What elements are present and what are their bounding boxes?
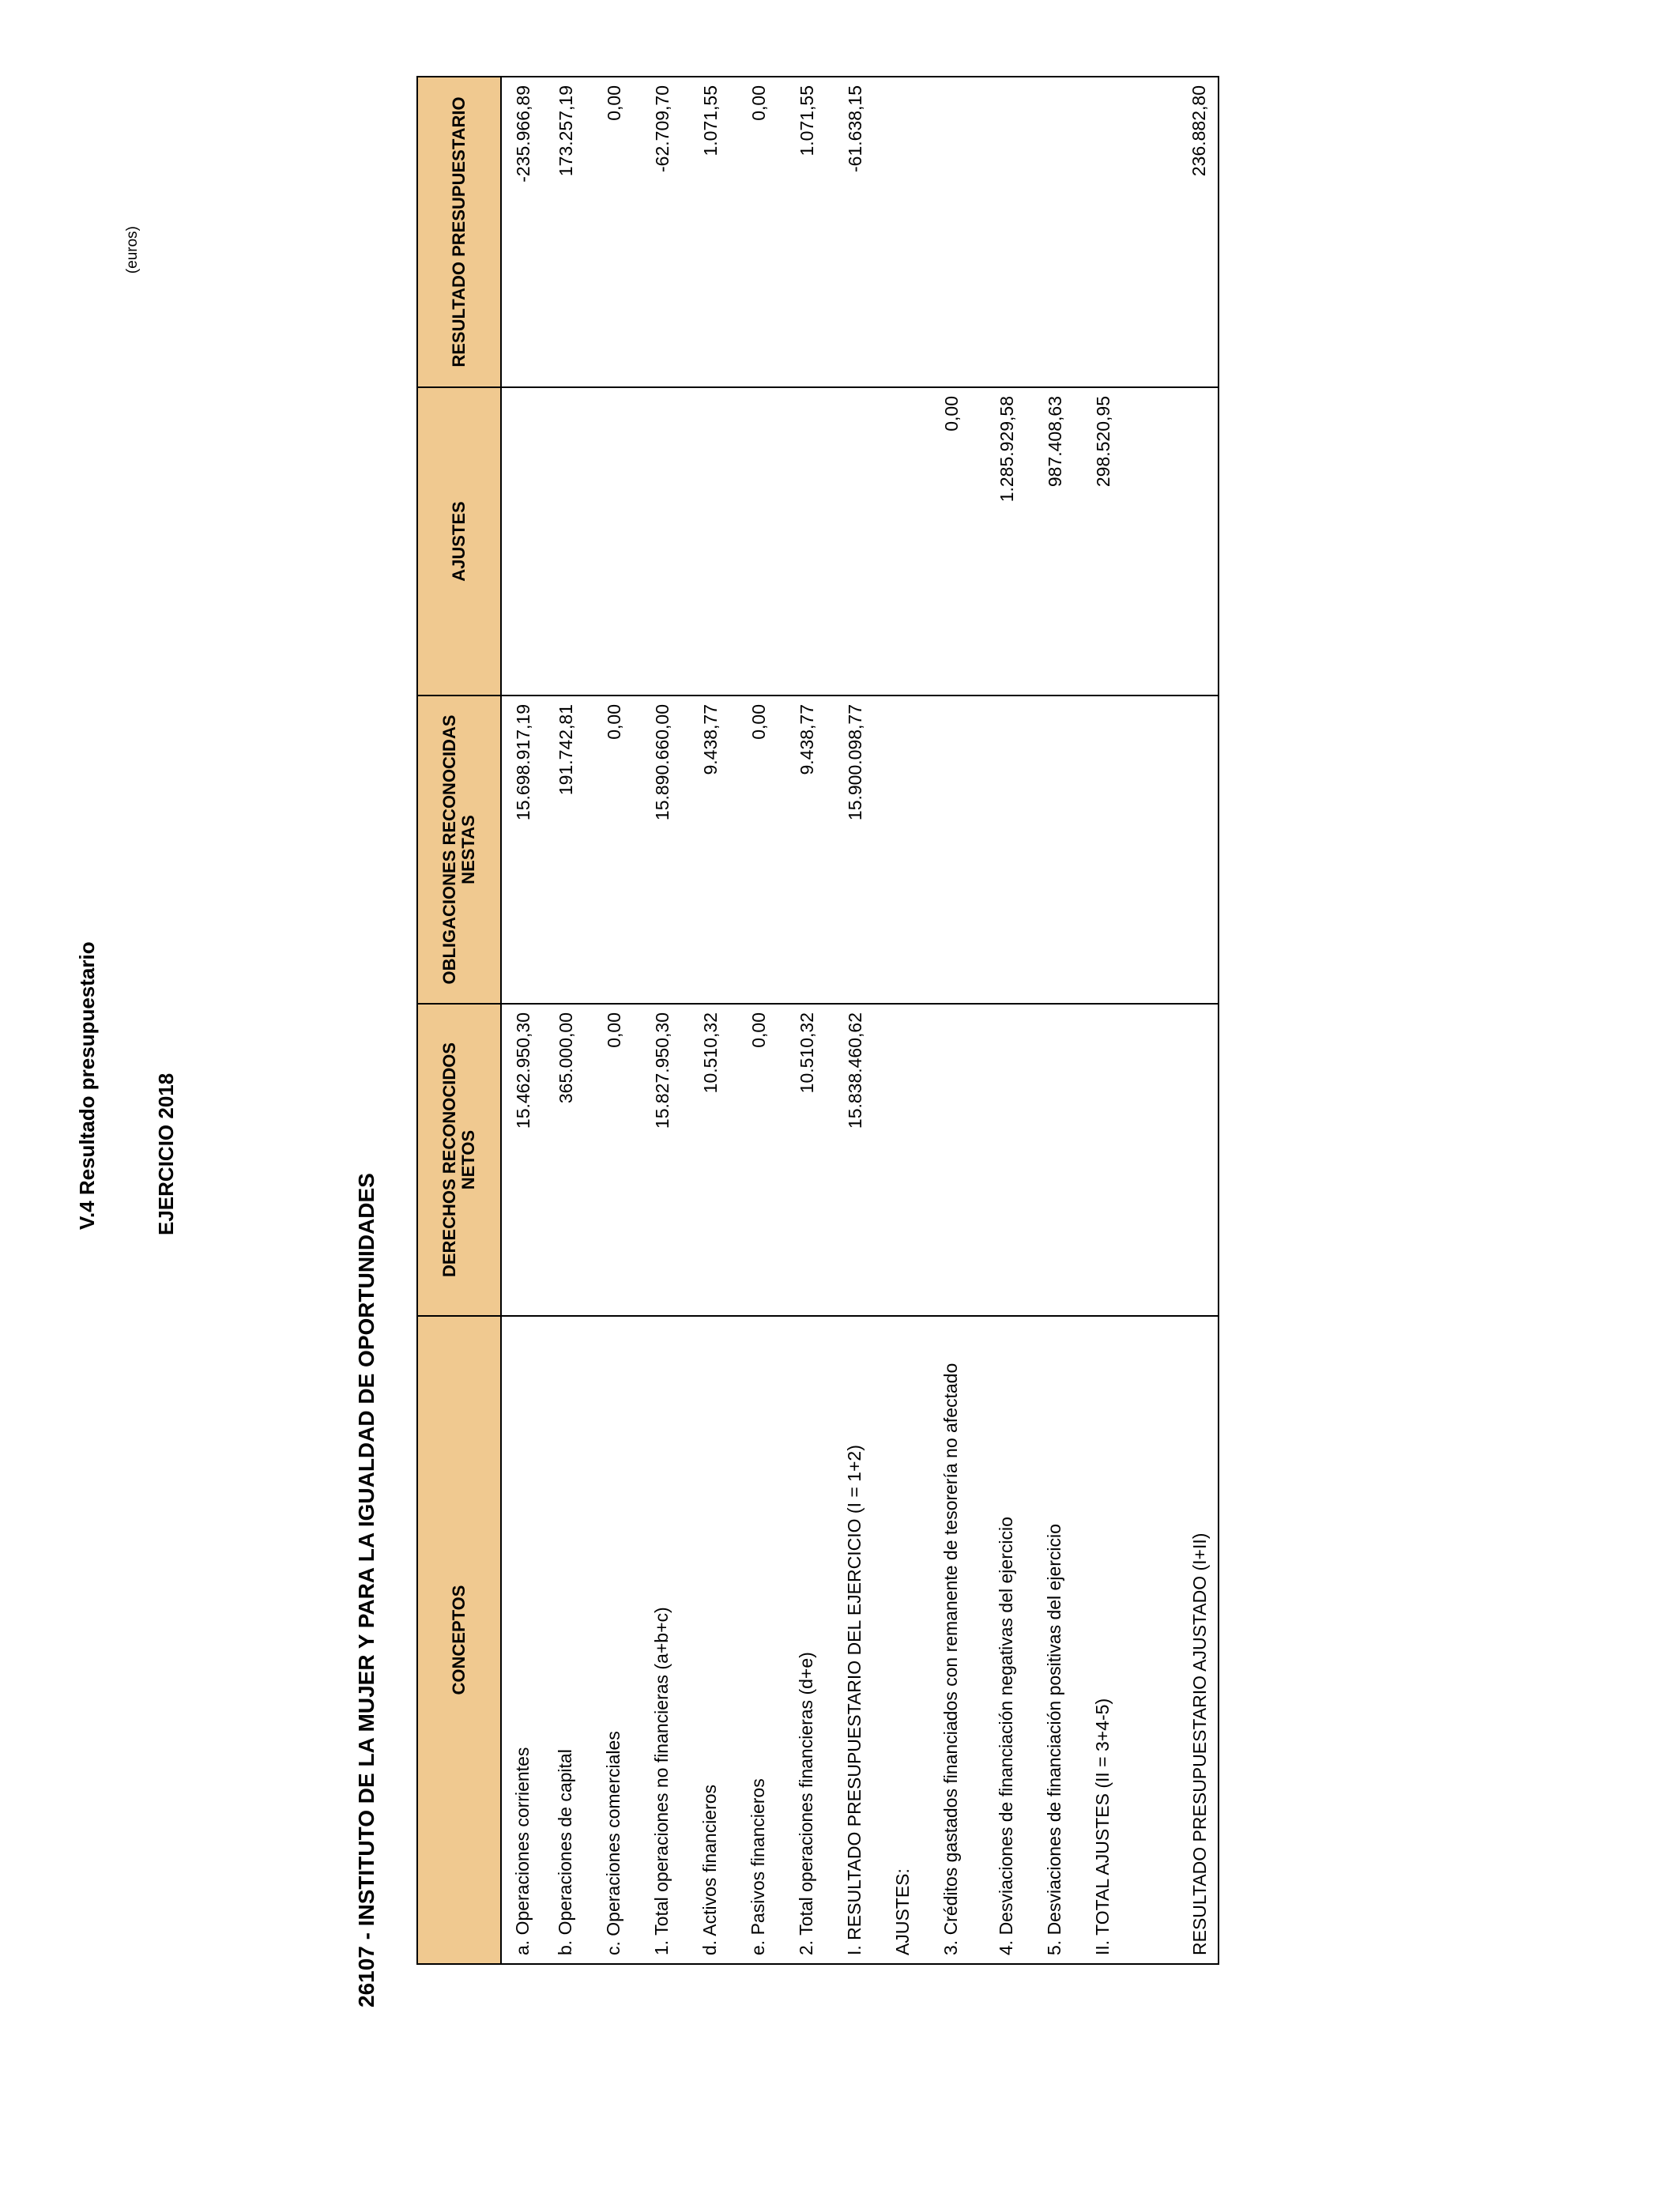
table-row xyxy=(694,77,742,1964)
adjustments-cell xyxy=(887,387,935,696)
rights-cell: 10.510,32 xyxy=(694,1004,742,1316)
adjustments-cell xyxy=(790,387,838,696)
obligations-cell: 15.698.917,19 xyxy=(501,696,549,1004)
obligations-cell xyxy=(1038,696,1087,1004)
adjustments-cell xyxy=(838,387,887,696)
concept-cell: I. RESULTADO PRESUPUESTARIO DEL EJERCICIO (I = 1+2) xyxy=(838,1316,887,1964)
table-row xyxy=(838,77,887,1964)
adjustments-cell: 1.285.929,58 xyxy=(990,387,1038,696)
exercise-year: EJERCICIO 2018 xyxy=(154,1072,178,1235)
col-header-rights: DERECHOS RECONOCIDOS NETOS xyxy=(417,1004,501,1316)
adjustments-cell xyxy=(597,387,646,696)
adjustments-cell xyxy=(694,387,742,696)
rights-cell xyxy=(1135,1004,1219,1316)
result-cell: 236.882,80 xyxy=(1135,77,1219,387)
adjustments-cell: 298.520,95 xyxy=(1087,387,1135,696)
col-header-obligations: OBLIGACIONES RECONOCIDAS NESTAS xyxy=(417,696,501,1004)
adjustments-cell: 987.408,63 xyxy=(1038,387,1087,696)
table-row xyxy=(597,77,646,1964)
table-row xyxy=(935,77,990,1964)
rights-cell: 15.462.950,30 xyxy=(501,1004,549,1316)
concept-cell: 4. Desviaciones de financiación negativas del ejercicio xyxy=(990,1316,1038,1964)
table-row xyxy=(501,77,549,1964)
rights-cell: 15.827.950,30 xyxy=(646,1004,694,1316)
rights-cell: 15.838.460,62 xyxy=(838,1004,887,1316)
obligations-cell xyxy=(887,696,935,1004)
obligations-cell: 15.890.660,00 xyxy=(646,696,694,1004)
result-cell xyxy=(1087,77,1135,387)
rights-cell xyxy=(1038,1004,1087,1316)
table-row xyxy=(1087,77,1135,1964)
col-header-result: RESULTADO PRESUPUESTARIO xyxy=(417,77,501,387)
rights-cell: 0,00 xyxy=(742,1004,790,1316)
table-row xyxy=(1038,77,1087,1964)
adjustments-cell xyxy=(646,387,694,696)
rights-cell xyxy=(935,1004,990,1316)
concept-cell: 2. Total operaciones financieras (d+e) xyxy=(790,1316,838,1964)
result-cell: 0,00 xyxy=(597,77,646,387)
rights-cell xyxy=(887,1004,935,1316)
rights-cell xyxy=(1087,1004,1135,1316)
result-cell xyxy=(887,77,935,387)
col-header-adjustments: AJUSTES xyxy=(417,387,501,696)
obligations-cell xyxy=(990,696,1038,1004)
table-row xyxy=(1135,77,1219,1964)
rights-cell: 0,00 xyxy=(597,1004,646,1316)
rights-cell: 365.000,00 xyxy=(549,1004,597,1316)
result-cell: 0,00 xyxy=(742,77,790,387)
concept-cell: d. Activos financieros xyxy=(694,1316,742,1964)
adjustments-cell xyxy=(742,387,790,696)
table-row xyxy=(742,77,790,1964)
concept-cell: RESULTADO PRESUPUESTARIO AJUSTADO (I+II) xyxy=(1135,1316,1219,1964)
result-cell: 1.071,55 xyxy=(790,77,838,387)
result-cell: -62.709,70 xyxy=(646,77,694,387)
adjustments-cell xyxy=(501,387,549,696)
result-cell: -61.638,15 xyxy=(838,77,887,387)
obligations-cell: 15.900.098,77 xyxy=(838,696,887,1004)
budget-result-table xyxy=(416,76,1219,1965)
page-title: V.4 Resultado presupuestario xyxy=(75,941,99,1230)
obligations-cell: 0,00 xyxy=(742,696,790,1004)
obligations-cell: 191.742,81 xyxy=(549,696,597,1004)
concept-cell: 1. Total operaciones no financieras (a+b+c) xyxy=(646,1316,694,1964)
concept-cell: II. TOTAL AJUSTES (II = 3+4-5) xyxy=(1087,1316,1135,1964)
result-cell: -235.966,89 xyxy=(501,77,549,387)
result-cell: 1.071,55 xyxy=(694,77,742,387)
rights-cell xyxy=(990,1004,1038,1316)
organization-title: 26107 - INSTITUTO DE LA MUJER Y PARA LA IGUALDAD DE OPORTUNIDADES xyxy=(354,1173,379,2007)
concept-cell: AJUSTES: xyxy=(887,1316,935,1964)
adjustments-cell xyxy=(1135,387,1219,696)
concept-cell: c. Operaciones comerciales xyxy=(597,1316,646,1964)
table-row xyxy=(990,77,1038,1964)
concept-cell: 5. Desviaciones de financiación positivas del ejercicio xyxy=(1038,1316,1087,1964)
concept-cell: 3. Créditos gastados financiados con remanente de tesorería no afectado xyxy=(935,1316,990,1964)
table-row xyxy=(790,77,838,1964)
obligations-cell: 9.438,77 xyxy=(790,696,838,1004)
obligations-cell xyxy=(1087,696,1135,1004)
obligations-cell xyxy=(1135,696,1219,1004)
table-row xyxy=(549,77,597,1964)
result-cell: 173.257,19 xyxy=(549,77,597,387)
result-cell xyxy=(1038,77,1087,387)
adjustments-cell: 0,00 xyxy=(935,387,990,696)
adjustments-cell xyxy=(549,387,597,696)
concept-cell: e. Pasivos financieros xyxy=(742,1316,790,1964)
obligations-cell xyxy=(935,696,990,1004)
concept-cell: a. Operaciones corrientes xyxy=(501,1316,549,1964)
obligations-cell: 0,00 xyxy=(597,696,646,1004)
result-cell xyxy=(990,77,1038,387)
table-header-row xyxy=(417,77,501,1964)
col-header-concepts: CONCEPTOS xyxy=(417,1316,501,1964)
rights-cell: 10.510,32 xyxy=(790,1004,838,1316)
concept-cell: b. Operaciones de capital xyxy=(549,1316,597,1964)
result-cell xyxy=(935,77,990,387)
units-label: (euros) xyxy=(124,226,141,274)
table-row xyxy=(887,77,935,1964)
obligations-cell: 9.438,77 xyxy=(694,696,742,1004)
table-row xyxy=(646,77,694,1964)
